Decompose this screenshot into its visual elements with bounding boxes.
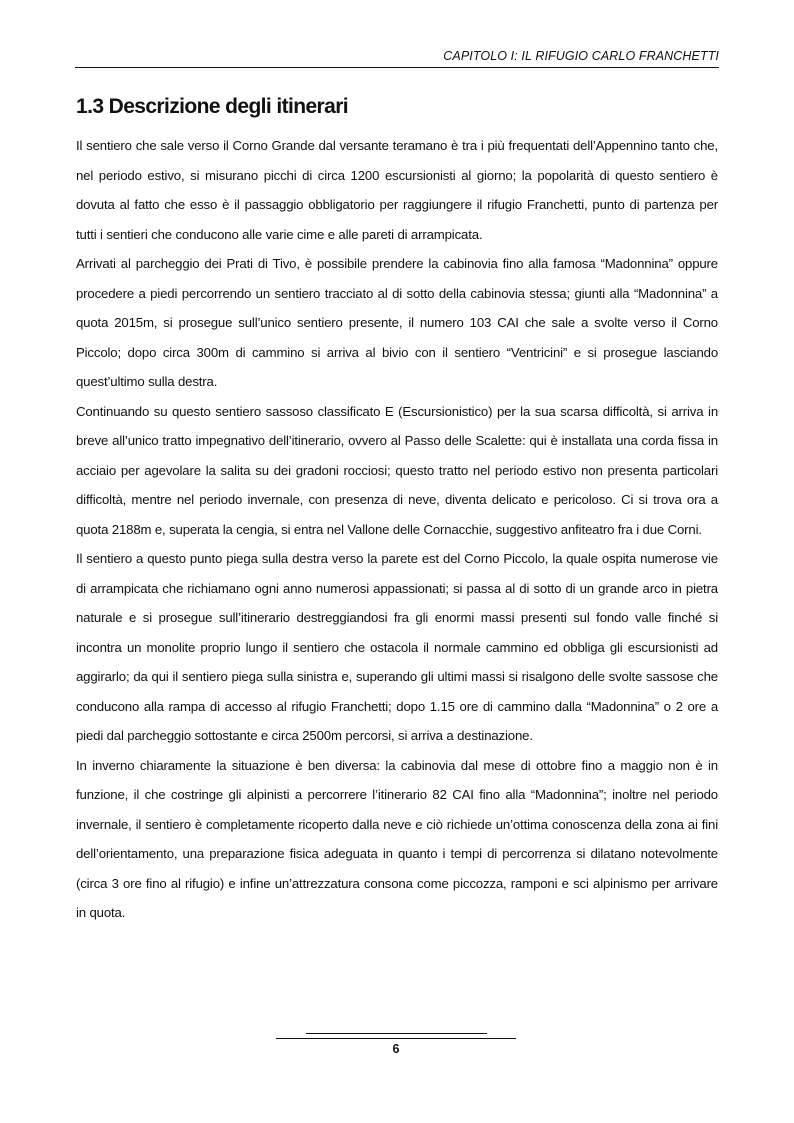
header-rule — [75, 67, 719, 68]
section-title: 1.3 Descrizione degli itinerari — [76, 95, 349, 118]
page-number: 6 — [392, 1042, 400, 1056]
paragraph: In inverno chiaramente la situazione è ben diversa: la cabinovia dal mese di ottobre fino a maggio non è in funzione, il che costringe gli alpinisti a percorrere l’itinerario 82 CAI fino alla “Madonnina”; inoltre nel periodo invernale, il sentiero è completamente ricoperto dalla neve e ciò richiede un’ottima conoscenza della zona ai fini dell’orientamento, una preparazione fisica adeguata in quanto i tempi di percorrenza si dilatano notevolmente (circa 3 ore fino al rifugio) e infine un’attrezzatura consona come piccozza, ramponi e sci alpinismo per arrivare in quota. — [76, 757, 718, 920]
paragraph: Continuando su questo sentiero sassoso classificato E (Escursionistico) per la sua scarsa difficoltà, si arriva in breve all’unico tratto impegnativo dell’itinerario, ovvero al Passo delle Scalette: qui è installata una corda fissa in acciaio per agevolare la salita su dei gradoni rocciosi; questo tratto nel periodo estivo non presenta particolari difficoltà, mentre nel periodo invernale, con presenza di neve, diventa delicato e pericoloso. Ci si trova ora a quota 2188m e, superata la cengia, si entra nel Vallone delle Cornacchie, suggestivo anfiteatro fra i due Corni. — [76, 403, 718, 537]
paragraph: Il sentiero che sale verso il Corno Grande dal versante teramano è tra i più frequentati dell’Appennino tanto che, nel periodo estivo, si misurano picchi di circa 1200 escursionisti al giorno; la popolarità di questo sentiero è dovuta al fatto che esso è il passaggio obbligatorio per raggiungere il rifugio Franchetti, punto di partenza per tutti i sentieri che conducono alle varie cime e alle pareti di arrampicata. — [76, 138, 718, 242]
body-text — [76, 131, 718, 928]
paragraph: Arrivati al parcheggio dei Prati di Tivo, è possibile prendere la cabinovia fino alla famosa “Madonnina” oppure procedere a piedi percorrendo un sentiero tracciato al di sotto della cabinovia stessa; giunti alla “Madonnina” a quota 2015m, si prosegue sull’unico sentiero presente, il numero 103 CAI che sale a svolte verso il Corno Piccolo; dopo circa 300m di cammino si arriva al bivio con il sentiero “Ventricini” e si prosegue lasciando quest’ultimo sulla destra. — [76, 256, 718, 389]
paragraph: Il sentiero a questo punto piega sulla destra verso la parete est del Corno Piccolo, la quale ospita numerose vie di arrampicata che richiamano ogni anno numerosi appassionati; si passa al di sotto di un grande arco in pietra naturale e si prosegue sull’itinerario destreggiandosi fra gli enormi massi presenti sul fondo valle finché si incontra un monolite proprio lungo il sentiero che ostacola il normale cammino ed obbliga gli escursionisti ad aggirarlo; da qui il sentiero piega sulla sinistra e, superando gli ultimi massi si risalgono delle svolte sassose che conducono alla rampa di accesso al rifugio Franchetti; dopo 1.15 ore di cammino dalla “Madonnina” o 2 ore a piedi dal parcheggio sottostante e circa 2500m percorsi, si arriva a destinazione. — [76, 551, 718, 743]
footer-rule-short — [306, 1033, 487, 1034]
running-header: CAPITOLO I: IL RIFUGIO CARLO FRANCHETTI — [443, 49, 719, 63]
footer-rule — [276, 1038, 516, 1039]
